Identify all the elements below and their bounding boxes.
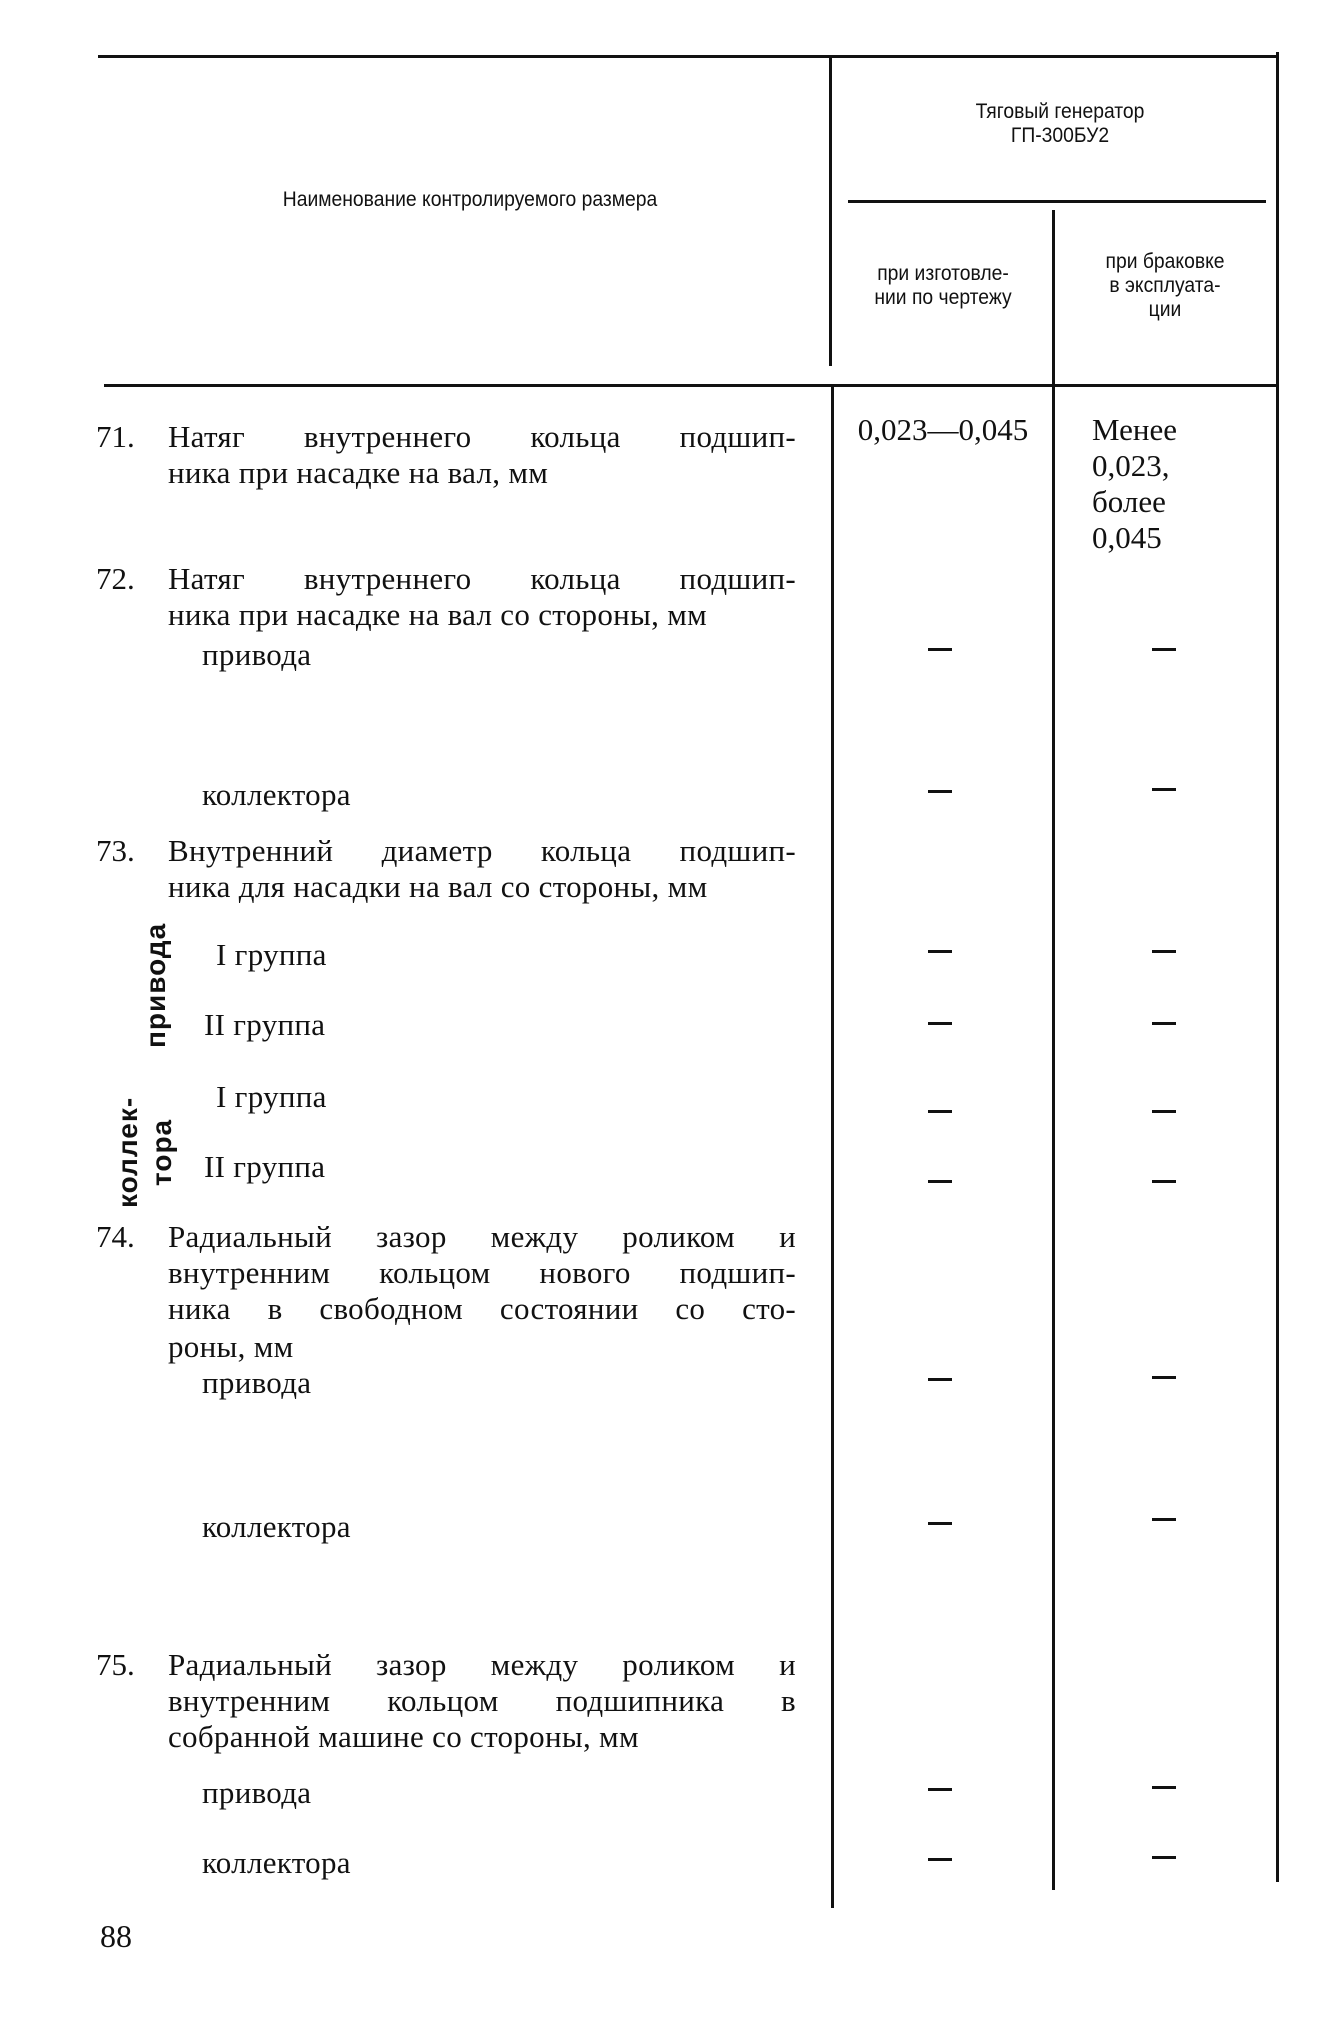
row-text-line: ника для насадки на вал со стороны, мм: [168, 869, 708, 904]
row-text-line: ника при насадке на вал, мм: [168, 455, 549, 490]
rejection-line: Менее: [1092, 412, 1178, 447]
sub-label: привода: [202, 1775, 312, 1810]
header-bottom-rule: [104, 384, 1276, 387]
sub-col2-line3: ции: [1148, 298, 1182, 321]
sub-label: коллектора: [202, 1845, 351, 1880]
sub-col1-line2: нии по чертежу: [874, 286, 1012, 309]
column-divider-right: [1276, 52, 1279, 1882]
rejection-line: 0,023,: [1092, 448, 1170, 483]
header-name-text: Наименование контролируемого размера: [282, 188, 658, 211]
sub-col2-line2: в эксплуата-: [1109, 274, 1221, 297]
sub-label: I группа: [216, 937, 327, 972]
row-text-line: ника при насадке на вал со стороны, мм: [168, 597, 708, 632]
manufacture-dash: [928, 790, 952, 793]
row-number: 73.: [96, 833, 135, 868]
row-text-line: Внутренний диаметр кольца подшип-: [168, 833, 796, 868]
sub-label: II группа: [204, 1007, 326, 1042]
column-divider-1-body: [831, 384, 834, 1908]
row-text-line: роны, мм: [168, 1329, 294, 1364]
column-divider-1: [829, 56, 832, 366]
column-divider-2: [1052, 210, 1055, 1890]
sub-label: коллектора: [202, 777, 351, 812]
row-number: 74.: [96, 1219, 135, 1254]
manufacture-dash: [928, 648, 952, 651]
rejection-dash: [1152, 1180, 1176, 1183]
row-number: 72.: [96, 561, 135, 596]
group-title-line2: ГП-300БУ2: [1010, 124, 1110, 147]
sub-label: привода: [202, 637, 312, 672]
manufacture-dash: [928, 1022, 952, 1025]
side-label-drive: привода: [140, 922, 171, 1048]
rejection-value: [1092, 412, 1177, 556]
page-number: 88: [100, 1918, 132, 1954]
row-text-line: Радиальный зазор между роликом и: [168, 1219, 796, 1254]
rejection-line: 0,045: [1092, 520, 1162, 555]
manufacture-dash: [928, 1522, 952, 1525]
row-text-line: Радиальный зазор между роликом и: [168, 1647, 796, 1682]
manufacture-dash: [928, 1378, 952, 1381]
sub-col1-line1: при изготовле-: [877, 262, 1009, 285]
row-text-line: внутренним кольцом подшипника в: [168, 1683, 796, 1718]
rejection-dash: [1152, 648, 1176, 651]
table-top-rule: [98, 55, 1278, 58]
row-text-line: Натяг внутреннего кольца подшип-: [168, 561, 796, 596]
header-name-column: [166, 188, 773, 212]
sub-label: II группа: [204, 1149, 326, 1184]
side-label-collector-line2: тора: [146, 1118, 177, 1186]
row-text-line: собранной машине со стороны, мм: [168, 1719, 639, 1754]
row-number: 71.: [96, 419, 135, 454]
rejection-dash: [1152, 1518, 1176, 1521]
header-sub-col-manufacture: [843, 262, 1044, 310]
rejection-dash: [1152, 950, 1176, 953]
rejection-dash: [1152, 788, 1176, 791]
sub-label: I группа: [216, 1079, 327, 1114]
rejection-dash: [1152, 1856, 1176, 1859]
manufacture-dash: [928, 950, 952, 953]
row-text-line: Натяг внутреннего кольца подшип-: [168, 419, 796, 454]
side-label-collector-line1: коллек-: [112, 1096, 143, 1208]
row-text-line: внутренним кольцом нового подшип-: [168, 1255, 796, 1290]
manufacture-dash: [928, 1858, 952, 1861]
sub-col2-line1: при браковке: [1105, 250, 1225, 273]
group-title-line1: Тяговый генератор: [975, 100, 1145, 123]
manufacture-dash: [928, 1180, 952, 1183]
rejection-line: более: [1092, 484, 1166, 519]
manufacture-value: 0,023—0,045: [857, 412, 1029, 447]
rejection-dash: [1152, 1376, 1176, 1379]
sub-label: привода: [202, 1365, 312, 1400]
row-number: 75.: [96, 1647, 135, 1682]
sub-label: коллектора: [202, 1509, 351, 1544]
header-group-title: [885, 100, 1235, 148]
header-sub-col-rejection: [1065, 250, 1266, 322]
rejection-dash: [1152, 1786, 1176, 1789]
manufacture-dash: [928, 1110, 952, 1113]
rejection-dash: [1152, 1110, 1176, 1113]
header-group-rule: [848, 200, 1266, 203]
rejection-dash: [1152, 1022, 1176, 1025]
manufacture-dash: [928, 1788, 952, 1791]
row-text-line: ника в свободном состоянии со сто-: [168, 1291, 796, 1326]
